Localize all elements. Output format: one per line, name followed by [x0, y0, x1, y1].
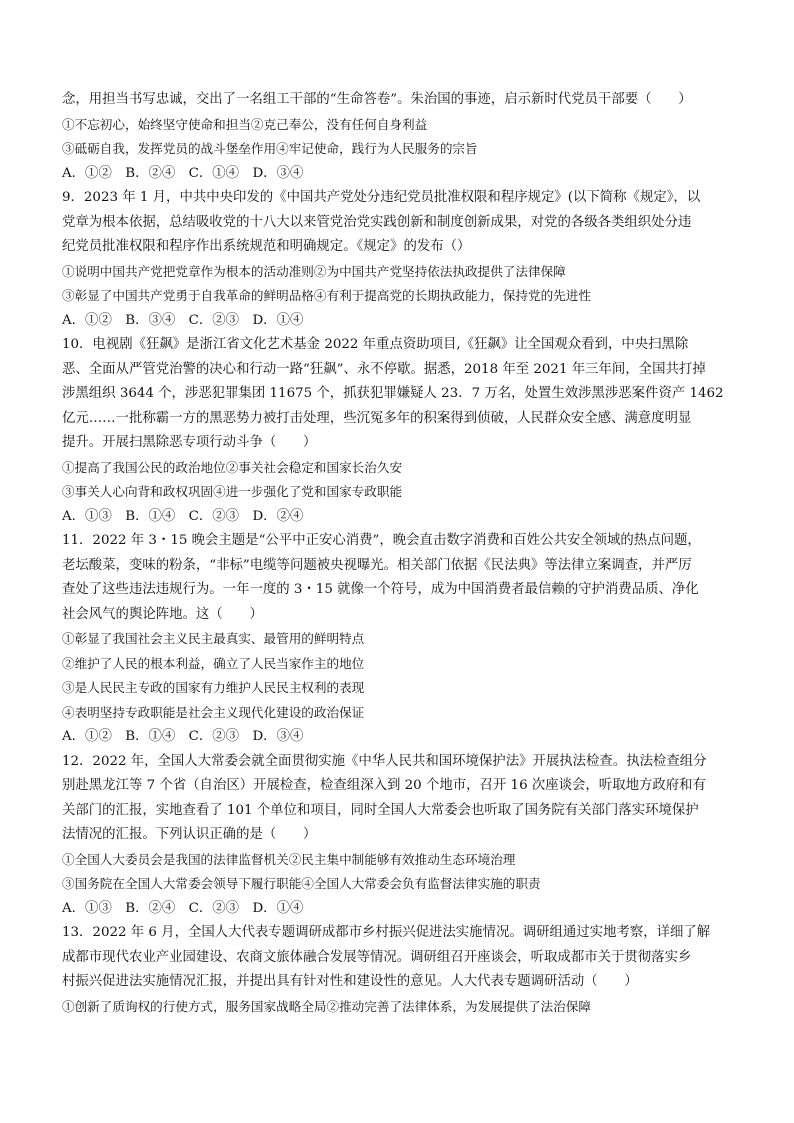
- option-line: ①全国人大委员会是我国的法律监督机关②民主集中制能够有效推动生态环境治理: [62, 851, 516, 867]
- document-page: [62, 88, 732, 1019]
- question-stem-line: 村振兴促进法实施情况汇报，并提出具有针对性和建设性的意见。人大代表专题调研活动（ ）: [62, 974, 638, 989]
- question-stem-line: 恶、全面从严管党治警的决心和行动一路“狂飙”、永不停歇。据悉，2018 年至 2021 年三年间，全国共打掉: [62, 361, 706, 377]
- question-stem-line: 10．电视剧《狂飙》是浙江省文化艺术基金 2022 年重点资助项目,《狂飙》让全国观众看到，中央扫黑除: [62, 337, 689, 352]
- question-stem-line: 别赴黑龙江等 7 个省（自治区）开展检查，检查组深入到 20 个地市，召开 16 次座谈会，听取地方政府和有: [62, 778, 706, 793]
- question-stem-line: 关部门的汇报，实地查看了 101 个单位和项目，同时全国人大常委会也听取了国务院有关部门落实环境保护: [62, 802, 699, 818]
- question-stem-line: 党章为根本依据，总结吸收党的十八大以来管党治党实践创新和制度创新成果，对党的各级各类组织处分违: [62, 214, 692, 230]
- option-line: ①创新了质询权的行使方式，服务国家战略全局②推动完善了法律体系，为发展提供了法治保障: [62, 998, 591, 1014]
- question-stem-line: 亿元……一批称霸一方的黑恶势力被打击处理，些沉冤多年的积案得到侦破，人民群众安全感、满意度明显: [62, 410, 692, 426]
- question-stem-line: 查处了这些违法违规行为。一年一度的 3・15 就像一个符号，成为中国消费者最信赖的守护消费品质、净化: [62, 582, 699, 597]
- question-stem-line: 念，用担当书写忠诚，交出了一名组工干部的“生命答卷”。朱治国的事迹，启示新时代党员干部要（ ）: [62, 92, 692, 107]
- question-9: [62, 186, 732, 333]
- option-line: ④表明坚持专政职能是社会主义现代化建设的政治保证: [62, 704, 365, 720]
- option-line: ①不忘初心，始终坚守使命和担当②克己奉公，没有任何自身利益: [62, 116, 428, 132]
- question-stem-line: 涉黑组织 3644 个，涉恶犯罪集团 11675 个，抓获犯罪嫌疑人 23．7 万名，处置生效涉黑涉恶案件资产 1462: [62, 386, 724, 401]
- question-stem-line: 社会风气的舆论阵地。这（ ）: [62, 606, 263, 622]
- question-stem-line: 11．2022 年 3・15 晚会主题是“公平中正安心消费”，晚会直击数字消费和百姓公共安全领域的热点问题，: [62, 533, 701, 548]
- question-stem-line: 纪党员批准权限和程序作出系统规范和明确规定。《规定》的发布（）: [62, 239, 471, 254]
- option-line: ②维护了人民的根本利益，确立了人民当家作主的地位: [62, 655, 365, 671]
- answer-choices: A．①③ B．②④ C．②③ D．①④: [62, 900, 304, 916]
- option-line: ③国务院在全国人大常委会领导下履行职能④全国人大常委会负有监督法律实施的职责: [62, 876, 541, 891]
- answer-choices: A．①② B．③④ C．②③ D．①④: [62, 312, 304, 328]
- question-stem-line: 老坛酸菜，变味的粉条，“非标”电缆等问题被央视曝光。相关部门依据《民法典》等法律立案调查，并严厉: [62, 557, 692, 573]
- question-stem-line: 13．2022 年 6 月，全国人大代表专题调研成都市乡村振兴促进法实施情况。调研组通过实地考察，详细了解: [62, 925, 711, 940]
- answer-choices: A．①② B．①④ C．②③ D．③④: [62, 729, 304, 744]
- question-stem-line: 法情况的汇报。下列认识正确的是（ ）: [62, 827, 317, 842]
- option-line: ③彰显了中国共产党勇于自我革命的鲜明品格④有利于提高党的长期执政能力，保持党的先进性: [62, 288, 591, 303]
- question-12: [62, 750, 732, 922]
- question-10: [62, 333, 732, 529]
- question-stem-line: 提升。开展扫黑除恶专项行动斗争（ ）: [62, 435, 317, 450]
- answer-choices: A．①② B．②④ C．①④ D．③④: [62, 165, 304, 181]
- option-line: ③砥砺自我，发挥党员的战斗堡垒作用④牢记使命，践行为人民服务的宗旨: [62, 141, 478, 156]
- option-line: ③是人民民主专政的国家有力维护人民民主权利的表现: [62, 680, 365, 695]
- option-line: ③事关人心向背和政权巩固④进一步强化了党和国家专政职能: [62, 484, 403, 499]
- question-8: [62, 88, 732, 186]
- option-line: ①提高了我国公民的政治地位②事关社会稳定和国家长治久安: [62, 459, 403, 475]
- question-stem-line: 成都市现代农业产业园建设、农商文旅体融合发展等情况。调研组召开座谈会，听取成都市关于贯彻落实乡: [62, 949, 692, 965]
- question-13: [62, 921, 732, 1019]
- question-11: [62, 529, 732, 750]
- option-line: ①说明中国共产党把党章作为根本的活动准则②为中国共产党坚持依法执政提供了法律保障: [62, 263, 566, 279]
- question-stem-line: 12．2022 年，全国人大常委会就全面贯彻实施《中华人民共和国环境保护法》开展执法检查。执法检查组分: [62, 753, 707, 769]
- question-stem-line: 9．2023 年 1 月，中共中央印发的《中国共产党处分违纪党员批准权限和程序规定》(以下简称《规定》，以: [62, 190, 701, 205]
- answer-choices: A．①③ B．①④ C．②③ D．②④: [62, 508, 304, 524]
- option-line: ①彰显了我国社会主义民主最真实、最管用的鲜明特点: [62, 631, 365, 646]
